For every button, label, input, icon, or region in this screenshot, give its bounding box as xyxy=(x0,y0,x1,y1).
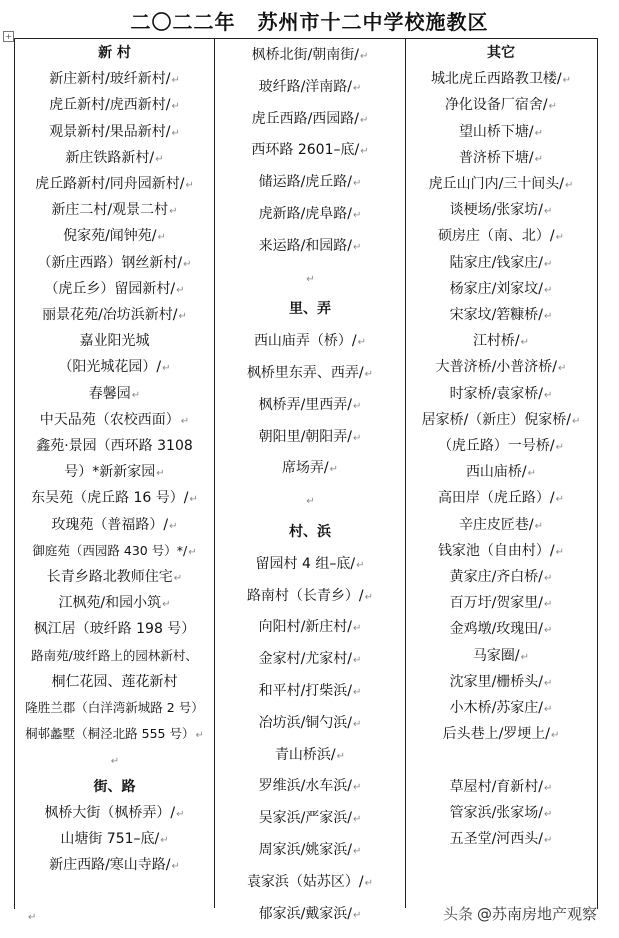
area-entry xyxy=(15,433,214,459)
paragraph-mark: ↵ xyxy=(353,82,362,94)
area-entry xyxy=(15,669,214,695)
entry-text: （新庄西路）钢丝新村/ xyxy=(37,254,183,271)
blank-line xyxy=(215,263,405,295)
area-entry xyxy=(15,66,214,92)
area-entry xyxy=(406,485,596,511)
paragraph-mark: ↵ xyxy=(353,687,362,698)
paragraph-mark: ↵ xyxy=(534,153,544,165)
paragraph-mark: ↵ xyxy=(169,206,178,218)
paragraph-mark: ↵ xyxy=(171,75,180,87)
area-entry xyxy=(15,354,214,380)
area-entry xyxy=(15,616,214,642)
area-entry xyxy=(406,512,596,538)
paragraph-mark: ↵ xyxy=(353,241,362,253)
entry-text: 杨家庄/刘家坟/ xyxy=(449,280,544,297)
blank-line xyxy=(215,485,405,517)
paragraph-mark: ↵ xyxy=(548,101,558,113)
area-entry xyxy=(15,381,214,407)
area-entry xyxy=(215,422,405,454)
paragraph-mark: ↵ xyxy=(572,415,581,427)
paragraph-mark: ↵ xyxy=(169,520,178,532)
area-entry xyxy=(215,644,405,676)
paragraph-mark: ↵ xyxy=(356,559,365,571)
area-entry xyxy=(406,564,596,590)
area-entry xyxy=(406,92,596,118)
paragraph-mark: ↵ xyxy=(162,599,171,611)
entry-text: 硕房庄（南、北）/ xyxy=(437,228,555,245)
paragraph-mark: ↵ xyxy=(183,258,192,270)
area-entry xyxy=(15,276,214,302)
page-title xyxy=(0,6,619,35)
area-entry xyxy=(215,167,405,199)
area-entry xyxy=(406,276,596,302)
entry-text: 城北虎丘西路教卫楼/ xyxy=(430,71,562,88)
entry-text: 朝阳里/朝阳弄/ xyxy=(258,428,353,445)
entry-text: 谈梗场/张家坊/ xyxy=(449,202,544,219)
paragraph-mark: ↵ xyxy=(188,546,197,558)
area-entry xyxy=(15,119,214,145)
area-entry xyxy=(406,826,596,852)
area-entry xyxy=(215,104,405,136)
entry-text: 管家浜/张家场/ xyxy=(449,804,544,821)
entry-text: 五圣堂/河西头/ xyxy=(449,831,544,847)
paragraph-mark: ↵ xyxy=(555,232,565,244)
entry-text: 虎丘西路/西园路/ xyxy=(251,110,360,127)
area-entry xyxy=(406,590,596,616)
area-entry xyxy=(215,803,405,835)
paragraph-mark: ↵ xyxy=(534,520,544,532)
section-heading xyxy=(215,294,405,326)
area-entry xyxy=(406,381,596,407)
section-heading xyxy=(215,517,405,549)
entry-text: 桐仁花园、莲花新村 xyxy=(51,673,178,690)
area-entry xyxy=(15,643,214,669)
area-entry xyxy=(215,612,405,644)
paragraph-mark: ↵ xyxy=(185,180,194,191)
entry-text: 周家浜/姚家浜/ xyxy=(258,842,353,858)
paragraph-mark: ↵ xyxy=(162,363,171,375)
paragraph-mark: ↵ xyxy=(544,389,553,401)
entry-text: 居家桥/（新庄）倪家桥/ xyxy=(421,411,572,428)
area-entry xyxy=(215,390,405,422)
entry-text: 枫江居（玻纤路 198 号） xyxy=(33,621,196,638)
entry-text: 后头巷上/罗埂上/ xyxy=(442,726,551,743)
area-entry xyxy=(215,40,405,72)
area-entry xyxy=(215,135,405,167)
table-anchor-icon[interactable]: + xyxy=(3,31,14,42)
entry-text: 枫桥里东弄、西弄/ xyxy=(246,365,364,381)
entry-text: 路南村（长青乡）/ xyxy=(246,587,364,604)
entry-text: 新 村 xyxy=(98,45,131,61)
entry-text: 村、浜 xyxy=(289,524,331,540)
paragraph-mark: ↵ xyxy=(353,718,362,730)
entry-text: 新庄铁路新村/ xyxy=(65,149,155,166)
area-entry xyxy=(15,407,214,433)
area-entry xyxy=(215,358,405,390)
paragraph-mark: ↵ xyxy=(28,912,37,923)
paragraph-mark: ↵ xyxy=(156,468,165,480)
area-entry xyxy=(215,72,405,104)
area-entry xyxy=(215,835,405,867)
paragraph-mark: ↵ xyxy=(544,599,553,611)
paragraph-mark: ↵ xyxy=(357,337,367,349)
entry-text: 时家桥/袁家桥/ xyxy=(449,385,544,402)
paragraph-mark: ↵ xyxy=(558,363,567,375)
area-entry xyxy=(15,826,214,852)
entry-text: 储运路/虎丘路/ xyxy=(258,174,353,191)
entry-text: 虎丘山门内/三十间头/ xyxy=(428,176,565,192)
blank-line xyxy=(406,747,596,773)
entry-text: 虎丘路新村/同舟园新村/ xyxy=(35,176,185,192)
entry-text: 郁家浜/戴家浜/ xyxy=(258,905,353,922)
area-entry xyxy=(15,590,214,616)
entry-text: 西山庙桥/ xyxy=(465,464,527,481)
area-entry xyxy=(215,326,405,358)
paragraph-mark: ↵ xyxy=(360,146,369,158)
entry-text: 玻纤路/洋南路/ xyxy=(258,78,353,95)
area-entry xyxy=(15,512,214,538)
paragraph-mark: ↵ xyxy=(544,808,553,820)
area-entry xyxy=(406,459,596,485)
entry-text: 马家圈/ xyxy=(472,647,520,664)
paragraph-mark: ↵ xyxy=(195,730,204,742)
area-entry xyxy=(15,852,214,878)
paragraph-mark: ↵ xyxy=(562,75,572,87)
paragraph-mark: ↵ xyxy=(353,178,362,190)
paragraph-mark: ↵ xyxy=(544,258,553,270)
area-entry xyxy=(406,774,596,800)
entry-text: 大普济桥/小普济桥/ xyxy=(435,359,558,376)
paragraph-mark: ↵ xyxy=(336,750,346,762)
area-entry xyxy=(406,800,596,826)
watermark xyxy=(443,903,597,924)
paragraph-mark: ↵ xyxy=(364,877,374,889)
area-entry xyxy=(215,199,405,231)
area-entry xyxy=(406,250,596,276)
area-entry xyxy=(215,581,405,613)
entry-text: 里、弄 xyxy=(289,301,331,318)
area-entry xyxy=(406,145,596,171)
entry-text: 辛庄皮匠巷/ xyxy=(458,516,534,533)
paragraph-mark: ↵ xyxy=(555,494,565,506)
area-entry xyxy=(15,485,214,511)
paragraph-mark: ↵ xyxy=(364,369,374,380)
area-entry xyxy=(406,66,596,92)
entry-text: 钱家池（自由村）/ xyxy=(437,542,555,559)
paragraph-mark: ↵ xyxy=(329,464,339,476)
entry-text: 长青乡路北教师住宅 xyxy=(46,569,173,585)
area-entry xyxy=(406,616,596,642)
area-entry xyxy=(215,740,405,772)
paragraph-mark: ↵ xyxy=(555,442,565,453)
area-entry xyxy=(15,721,214,747)
entry-text: 高田岸（虎丘路）/ xyxy=(437,490,555,507)
paragraph-mark: ↵ xyxy=(160,835,169,846)
entry-text: 西环路 2601–底/ xyxy=(251,142,360,159)
area-entry xyxy=(15,171,214,197)
area-entry xyxy=(15,145,214,171)
entry-text: 嘉业阳光城 xyxy=(79,333,150,350)
paragraph-mark: ↵ xyxy=(180,415,190,427)
entry-text: 袁家浜（姑苏区）/ xyxy=(246,873,364,890)
entry-text: 宋家坟/箬糠桥/ xyxy=(449,307,544,323)
paragraph-mark: ↵ xyxy=(176,808,185,820)
entry-text: 净化设备厂宿舍/ xyxy=(444,97,548,114)
paragraph-mark: ↵ xyxy=(155,153,164,165)
paragraph-mark: ↵ xyxy=(173,573,183,584)
entry-text: 新庄西路/寒山寺路/ xyxy=(49,857,171,874)
paragraph-mark: ↵ xyxy=(555,546,565,558)
area-entry xyxy=(406,721,596,747)
entry-text: 枫桥大街（枫桥弄）/ xyxy=(44,804,176,821)
entry-text: 虎新路/虎阜路/ xyxy=(258,206,353,222)
area-entry xyxy=(406,354,596,380)
area-entry xyxy=(215,453,405,485)
area-entry xyxy=(215,899,405,931)
paragraph-mark: ↵ xyxy=(544,835,553,846)
entry-text: 望山桥下塘/ xyxy=(458,123,534,140)
entry-text: 金鸡墩/玫瑰田/ xyxy=(449,621,544,638)
area-entry xyxy=(15,459,214,485)
entry-text: 留园村 4 组–底/ xyxy=(255,555,356,572)
paragraph-mark: ↵ xyxy=(353,623,362,635)
area-entry xyxy=(15,250,214,276)
section-heading xyxy=(15,40,214,66)
paragraph-mark: ↵ xyxy=(544,704,553,715)
paragraph-mark: ↵ xyxy=(131,389,141,401)
title-text: 苏州市十二中学校施教区 xyxy=(257,10,489,34)
paragraph-mark: ↵ xyxy=(565,180,574,191)
entry-text: 小木桥/苏家庄/ xyxy=(449,700,544,716)
entry-text: 草屋村/育新村/ xyxy=(449,778,544,795)
paragraph-mark: ↵ xyxy=(544,677,553,689)
paragraph-mark: ↵ xyxy=(171,861,180,873)
area-entry xyxy=(215,549,405,581)
paragraph-mark: ↵ xyxy=(353,782,362,794)
area-entry xyxy=(15,223,214,249)
paragraph-mark: ↵ xyxy=(534,127,544,139)
paragraph-mark: ↵ xyxy=(353,655,362,667)
blank-line xyxy=(15,747,214,773)
entry-text: 冶坊浜/铜勺浜/ xyxy=(258,714,353,731)
entry-text: 江枫苑/和园小筑 xyxy=(58,595,162,612)
area-entry xyxy=(215,231,405,263)
area-entry xyxy=(15,328,214,354)
paragraph-mark: ↵ xyxy=(353,210,362,221)
entry-text: 百万圩/贺家里/ xyxy=(449,595,544,612)
area-entry xyxy=(15,302,214,328)
entry-text: 青山桥浜/ xyxy=(274,746,336,763)
entry-text: 枫桥弄/里西弄/ xyxy=(258,396,353,413)
paragraph-mark: ↵ xyxy=(306,273,315,285)
area-entry xyxy=(406,328,596,354)
entry-text: 街、路 xyxy=(93,778,136,795)
area-entry xyxy=(215,771,405,803)
entry-text: 席场弄/ xyxy=(281,460,329,477)
entry-text: 东吴苑（虎丘路 16 号）/ xyxy=(31,490,189,507)
paragraph-mark: ↵ xyxy=(551,730,560,742)
paragraph-mark: ↵ xyxy=(527,468,537,480)
entry-text: 玫瑰苑（普福路）/ xyxy=(51,516,169,533)
section-heading xyxy=(406,40,596,66)
paragraph-mark: ↵ xyxy=(110,756,120,768)
entry-text: 吴家浜/严家浜/ xyxy=(258,810,353,827)
entry-text: 鑫苑·景园（西环路 3108 xyxy=(36,438,193,454)
paragraph-mark: ↵ xyxy=(544,782,553,794)
area-entry xyxy=(15,197,214,223)
area-entry xyxy=(406,643,596,669)
entry-text: 倪家苑/闻钟苑/ xyxy=(63,228,157,245)
entry-text: （虎丘路）一号桥/ xyxy=(437,438,555,454)
area-entry xyxy=(15,564,214,590)
entry-text: 黄家庄/齐白桥/ xyxy=(449,569,544,585)
entry-text: 和平村/打柴浜/ xyxy=(258,683,353,699)
entry-text: 号）*新新家园 xyxy=(64,464,156,481)
entry-text: 丽景花苑/冶坊浜新村/ xyxy=(42,307,178,323)
area-entry xyxy=(406,223,596,249)
entry-text: 陆家庄/钱家庄/ xyxy=(449,254,544,271)
area-entry xyxy=(15,800,214,826)
paragraph-mark: ↵ xyxy=(171,127,180,139)
paragraph-mark: ↵ xyxy=(157,232,166,244)
entry-text: 金家村/尤家村/ xyxy=(258,651,353,668)
area-entry xyxy=(406,171,596,197)
entry-text: 来运路/和园路/ xyxy=(258,237,353,254)
paragraph-mark: ↵ xyxy=(520,337,530,349)
area-entry xyxy=(406,302,596,328)
watermark-prefix: 头条 xyxy=(443,905,474,923)
area-entry xyxy=(215,867,405,899)
entry-text: 沈家里/栅桥头/ xyxy=(449,673,544,690)
entry-text: 其它 xyxy=(487,45,515,61)
entry-text: 江村桥/ xyxy=(472,333,520,350)
section-heading xyxy=(15,774,214,800)
area-entry xyxy=(15,695,214,721)
entry-text: （阳光城花园）/ xyxy=(58,359,162,376)
paragraph-mark: ↵ xyxy=(353,432,362,444)
entry-text: 向阳村/新庄村/ xyxy=(258,619,353,636)
paragraph-mark: ↵ xyxy=(360,114,369,126)
paragraph-mark: ↵ xyxy=(544,284,553,296)
entry-text: 隆胜兰郡（白洋湾新城路 2 号） xyxy=(25,700,204,715)
entry-text: （虎丘乡）留园新村/ xyxy=(44,280,176,297)
entry-text: 罗维浜/水车浜/ xyxy=(258,778,353,795)
watermark-handle: @苏南房地产观察 xyxy=(477,905,598,923)
paragraph-mark: ↵ xyxy=(520,651,530,663)
paragraph-mark: ↵ xyxy=(176,284,185,296)
area-entry xyxy=(406,538,596,564)
area-entry xyxy=(406,433,596,459)
area-entry xyxy=(215,676,405,708)
entry-text: 山塘街 751–底/ xyxy=(60,831,160,847)
entry-text: 观景新村/果品新村/ xyxy=(49,123,171,140)
area-entry xyxy=(406,669,596,695)
paragraph-mark: ↵ xyxy=(353,814,362,826)
entry-text: 路南苑/玻纤路上的园林新村、 xyxy=(31,647,198,663)
entry-text: 枫桥北街/朝南街/ xyxy=(251,47,360,63)
paragraph-mark: ↵ xyxy=(544,311,553,322)
paragraph-mark: ↵ xyxy=(544,206,553,218)
entry-text: 普济桥下塘/ xyxy=(458,149,534,166)
paragraph-mark: ↵ xyxy=(189,494,198,506)
entry-text: 春馨园 xyxy=(88,385,131,402)
area-entry xyxy=(15,538,214,564)
entry-text: 桐邨蠡墅（桐泾北路 555 号） xyxy=(25,726,195,742)
area-entry xyxy=(406,119,596,145)
area-entry xyxy=(406,407,596,433)
area-entry xyxy=(406,197,596,223)
paragraph-mark: ↵ xyxy=(353,846,362,857)
paragraph-mark: ↵ xyxy=(178,311,187,322)
paragraph-mark: ↵ xyxy=(353,400,362,412)
entry-text: 新庄二村/观景二村 xyxy=(51,202,169,219)
area-entry xyxy=(406,695,596,721)
paragraph-mark: ↵ xyxy=(171,101,180,113)
paragraph-mark: ↵ xyxy=(544,625,553,637)
paragraph-mark: ↵ xyxy=(360,51,369,62)
area-entry xyxy=(15,92,214,118)
entry-text: 虎丘新村/虎西新村/ xyxy=(49,97,171,114)
paragraph-mark: ↵ xyxy=(353,909,362,921)
paragraph-mark: ↵ xyxy=(364,591,374,603)
paragraph-mark: ↵ xyxy=(306,496,315,508)
entry-text: 御庭苑（西园路 430 号）*/ xyxy=(32,542,188,558)
title-year: 二〇二二年 xyxy=(130,10,236,34)
entry-text: 中天品苑（农校西面） xyxy=(39,411,180,428)
area-entry xyxy=(215,708,405,740)
paragraph-mark: ↵ xyxy=(544,573,553,584)
entry-text: 西山庙弄（桥）/ xyxy=(253,333,357,350)
entry-text: 新庄新村/玻纤新村/ xyxy=(49,71,171,88)
